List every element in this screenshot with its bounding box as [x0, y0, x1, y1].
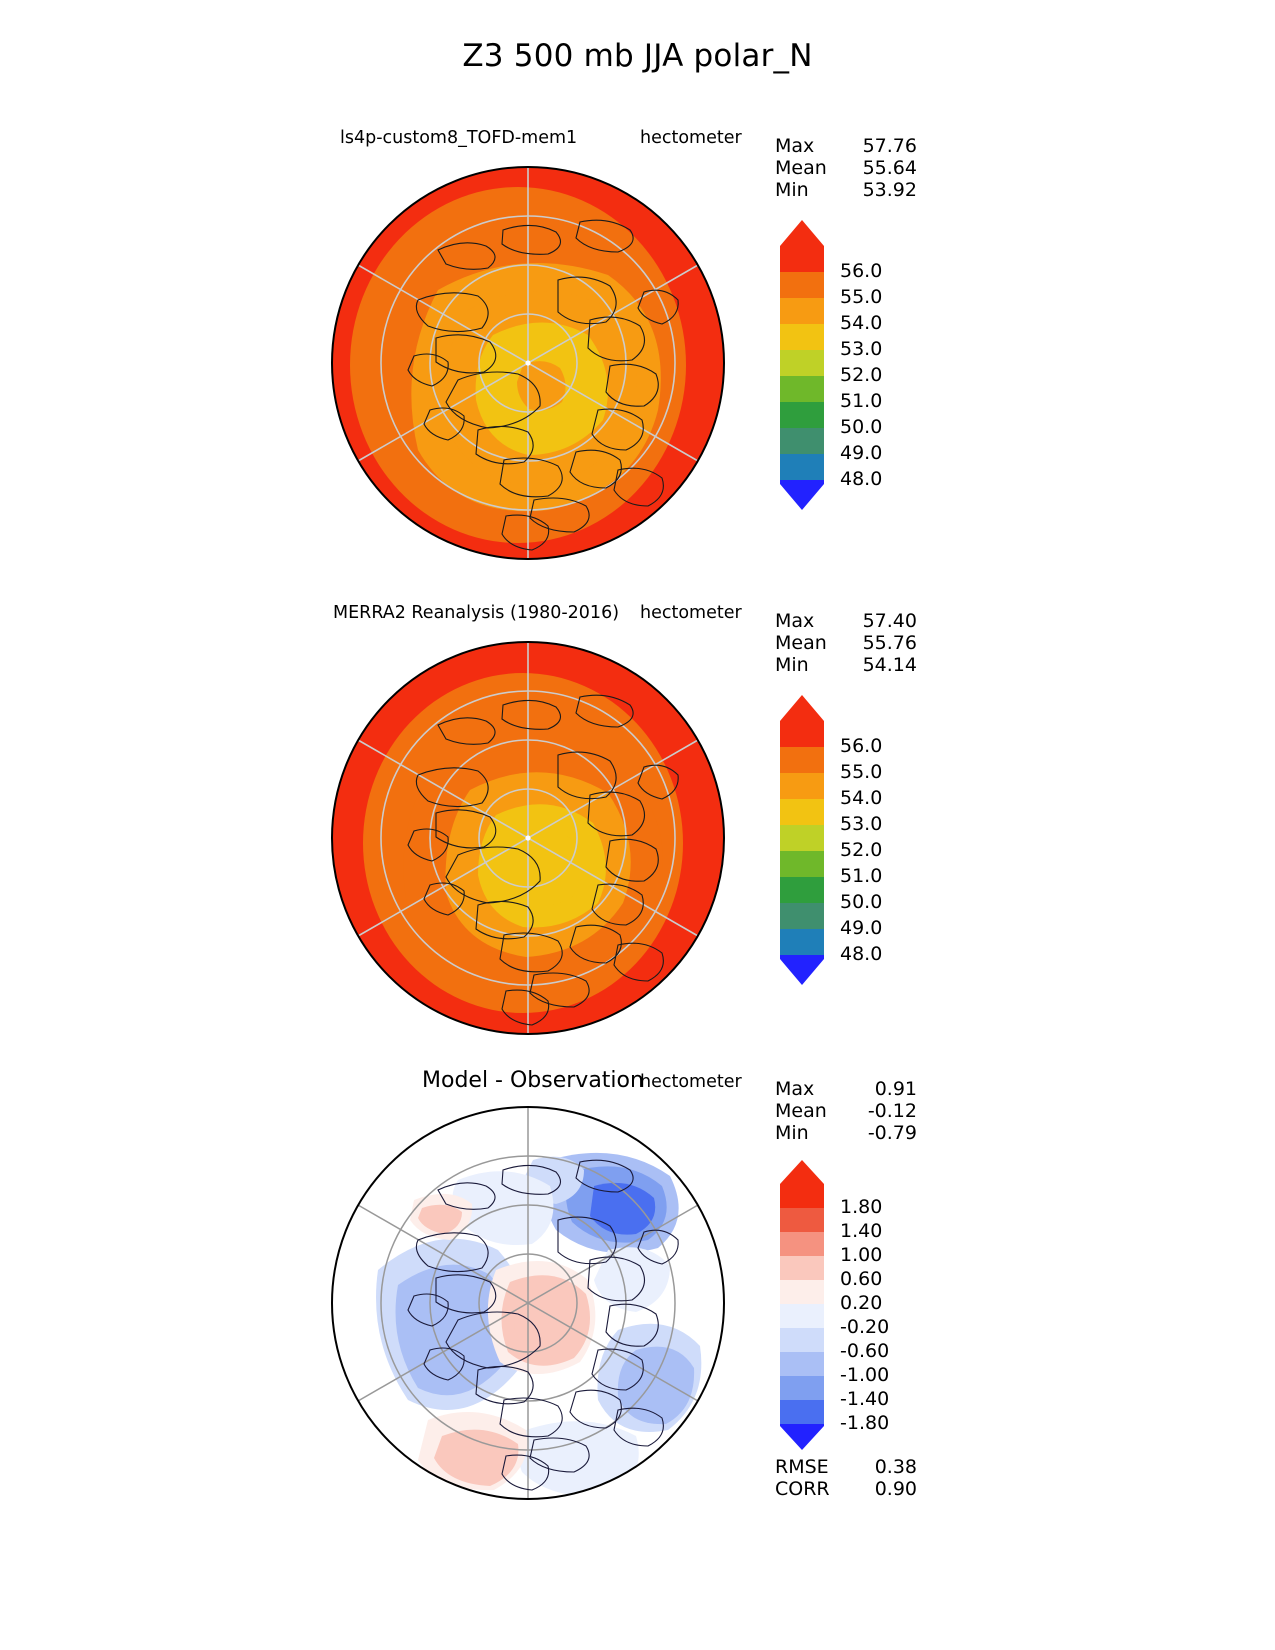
polar-map-model — [318, 160, 738, 570]
colorbar-labels-difference: 1.80 1.40 1.00 0.60 0.20 -0.20 -0.60 -1.00 -1.40 -1.80 — [840, 1196, 890, 1434]
stat-row: Min 53.92 — [775, 179, 917, 201]
stat-row: Max 0.91 — [775, 1078, 917, 1100]
stat-row: Mean 55.64 — [775, 157, 917, 179]
panel-title-difference: Model - Observation — [422, 1068, 644, 1093]
polar-map-difference — [318, 1100, 738, 1510]
colorbar-labels-model: 56.0 55.0 54.0 53.0 52.0 51.0 50.0 49.0 48.0 — [840, 260, 883, 490]
colorbar-observation — [778, 695, 826, 985]
stats-observation — [775, 610, 917, 676]
stat-row: Max 57.76 — [775, 135, 917, 157]
panel-title-observation: MERRA2 Reanalysis (1980-2016) — [333, 603, 620, 623]
units-label-model: hectometer — [640, 128, 742, 148]
stat-row: Min -0.79 — [775, 1122, 917, 1144]
stat-row: CORR 0.90 — [775, 1478, 917, 1500]
stat-row: Mean 55.76 — [775, 632, 917, 654]
polar-map-observation — [318, 635, 738, 1045]
stat-row: Min 54.14 — [775, 654, 917, 676]
colorbar-model — [778, 220, 826, 510]
stats-difference — [775, 1078, 917, 1144]
colorbar-labels-observation: 56.0 55.0 54.0 53.0 52.0 51.0 50.0 49.0 48.0 — [840, 735, 883, 965]
stat-row: Mean -0.12 — [775, 1100, 917, 1122]
footer-stats-difference — [775, 1456, 917, 1500]
units-label-observation: hectometer — [640, 603, 742, 623]
panel-title-model: ls4p-custom8_TOFD-mem1 — [340, 128, 578, 148]
colorbar-difference — [778, 1160, 826, 1450]
stat-row: Max 57.40 — [775, 610, 917, 632]
panel-difference — [0, 1050, 1275, 1570]
panel-model — [0, 110, 1275, 570]
stat-row: RMSE 0.38 — [775, 1456, 917, 1478]
units-label-difference: hectometer — [640, 1072, 742, 1092]
stats-model — [775, 135, 917, 201]
panel-observation — [0, 585, 1275, 1045]
page-title: Z3 500 mb JJA polar_N — [462, 38, 813, 74]
